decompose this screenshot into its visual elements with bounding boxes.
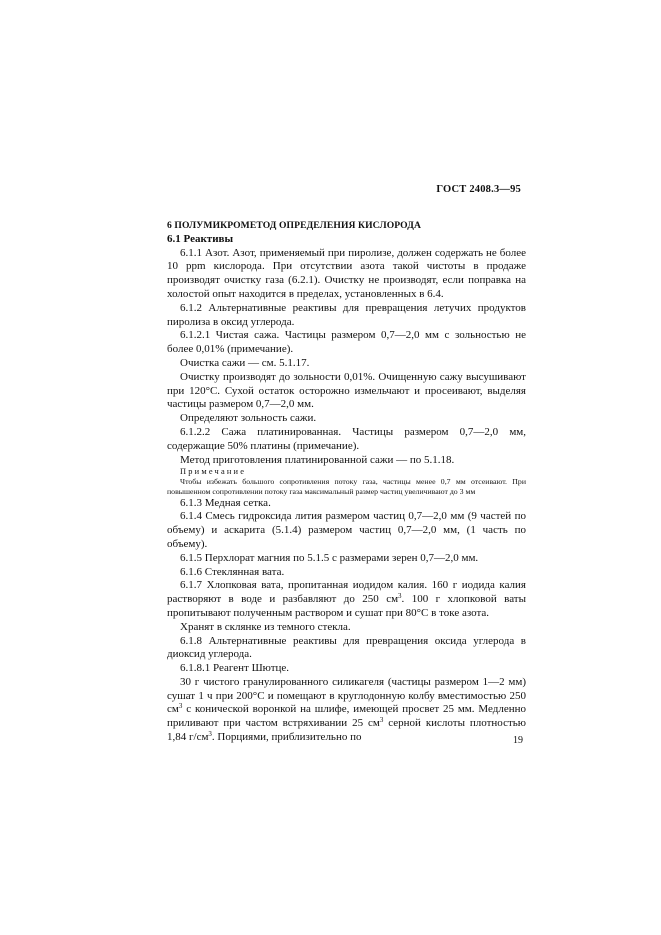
- paragraph-6-1-3: 6.1.3 Медная сетка.: [180, 496, 271, 509]
- paragraph-6-1-8-1: 6.1.8.1 Реагент Шютце.: [180, 662, 290, 675]
- text-run: 6.1.7 Хлопковая вата, пропитанная иодидом калия. 160 г иодида калия растворяют в воде и разбавляют до 250 см: [167, 579, 526, 606]
- paragraph-silica-gel: [167, 676, 526, 745]
- subsection-title: 6.1 Реактивы: [167, 232, 234, 245]
- paragraph-storage: Хранят в склянке из темного стекла.: [180, 620, 351, 633]
- note-text: Чтобы избежать большого сопротивления потоку газа, частицы менее 0,7 мм отсеивают. При повышенном сопротивлении потоку газа максимальный размер частиц увеличивают до 3 мм: [167, 477, 526, 496]
- paragraph-6-1-2: 6.1.2 Альтернативные реактивы для превращения летучих продуктов пиролиза в оксид углерода.: [167, 301, 526, 328]
- paragraph-6-1-4: 6.1.4 Смесь гидроксида лития размером частиц 0,7—2,0 мм (9 частей по объему) и аскарита (5.1.4) размером частиц 0,7—2,0 мм, (1 часть по объему).: [167, 510, 526, 550]
- text-run: 30 г чистого гранулированного силикагеля (частицы размером 1—2 мм) сушат 1 ч при 200°С и помещают в круглодонную колбу вместимостью 250 см: [167, 675, 526, 716]
- paragraph-6-1-2-2: 6.1.2.2 Сажа платинированная. Частицы размером 0,7—2,0 мм, содержащие 50% платины (примечание).: [167, 425, 526, 452]
- paragraph-6-1-8: 6.1.8 Альтернативные реактивы для превращения оксида углерода в диоксид углерода.: [167, 634, 526, 661]
- section-title: 6 ПОЛУМИКРОМЕТОД ОПРЕДЕЛЕНИЯ КИСЛОРОДА: [167, 220, 421, 231]
- paragraph-6-1-2-1: 6.1.2.1 Чистая сажа. Частицы размером 0,7—2,0 мм с зольностью не более 0,01% (примечание).: [167, 329, 526, 356]
- paragraph-6-1-5: 6.1.5 Перхлорат магния по 5.1.5 с размерами зерен 0,7—2,0 мм.: [180, 551, 479, 564]
- standard-code-header: ГОСТ 2408.3—95: [436, 184, 521, 195]
- paragraph-6-1-1: 6.1.1 Азот. Азот, применяемый при пиролизе, должен содержать не более 10 ppm кислорода. При отсутствии азота такой чистоты в продаже производят очистку газа (6.2.1). Очистку не производят, если поправка на холостой опыт находится в пределах, установленных в 6.4.: [167, 246, 526, 300]
- text-run: серной кислоты плотностью 1,84 г/см: [167, 717, 527, 744]
- page-number: 19: [513, 735, 523, 746]
- text-run: с конической воронкой на шлифе, имеющей просвет 25 мм. Медленно приливают при частом встряхивании 25 см: [167, 703, 526, 730]
- paragraph-soot-cleaning-ref: Очистка сажи — см. 5.1.17.: [180, 356, 310, 369]
- superscript-3: 3: [178, 702, 183, 711]
- text-run: . 100 г хлопковой ваты пропитывают полученным раствором и сушат при 80°С в токе азота.: [167, 593, 526, 619]
- document-body: [167, 219, 526, 745]
- superscript-3: 3: [398, 592, 402, 601]
- note-label: Примечание: [180, 467, 247, 477]
- paragraph-ash-content: Определяют зольность сажи.: [180, 412, 317, 425]
- text-run: . Порциями, приблизительно по: [211, 731, 362, 744]
- paragraph-soot-cleaning: Очистку производят до зольности 0,01%. Очищенную сажу высушивают при 120°С. Сухой остаток осторожно измельчают и просеивают, выделяя частицы размером 0,7—2,0 мм.: [167, 370, 526, 411]
- paragraph-6-1-7: [167, 579, 526, 620]
- superscript-3: 3: [379, 716, 384, 725]
- paragraph-platinized-method: Метод приготовления платинированной сажи — по 5.1.18.: [180, 453, 455, 466]
- paragraph-6-1-6: 6.1.6 Стеклянная вата.: [180, 565, 285, 578]
- superscript-3: 3: [208, 730, 212, 739]
